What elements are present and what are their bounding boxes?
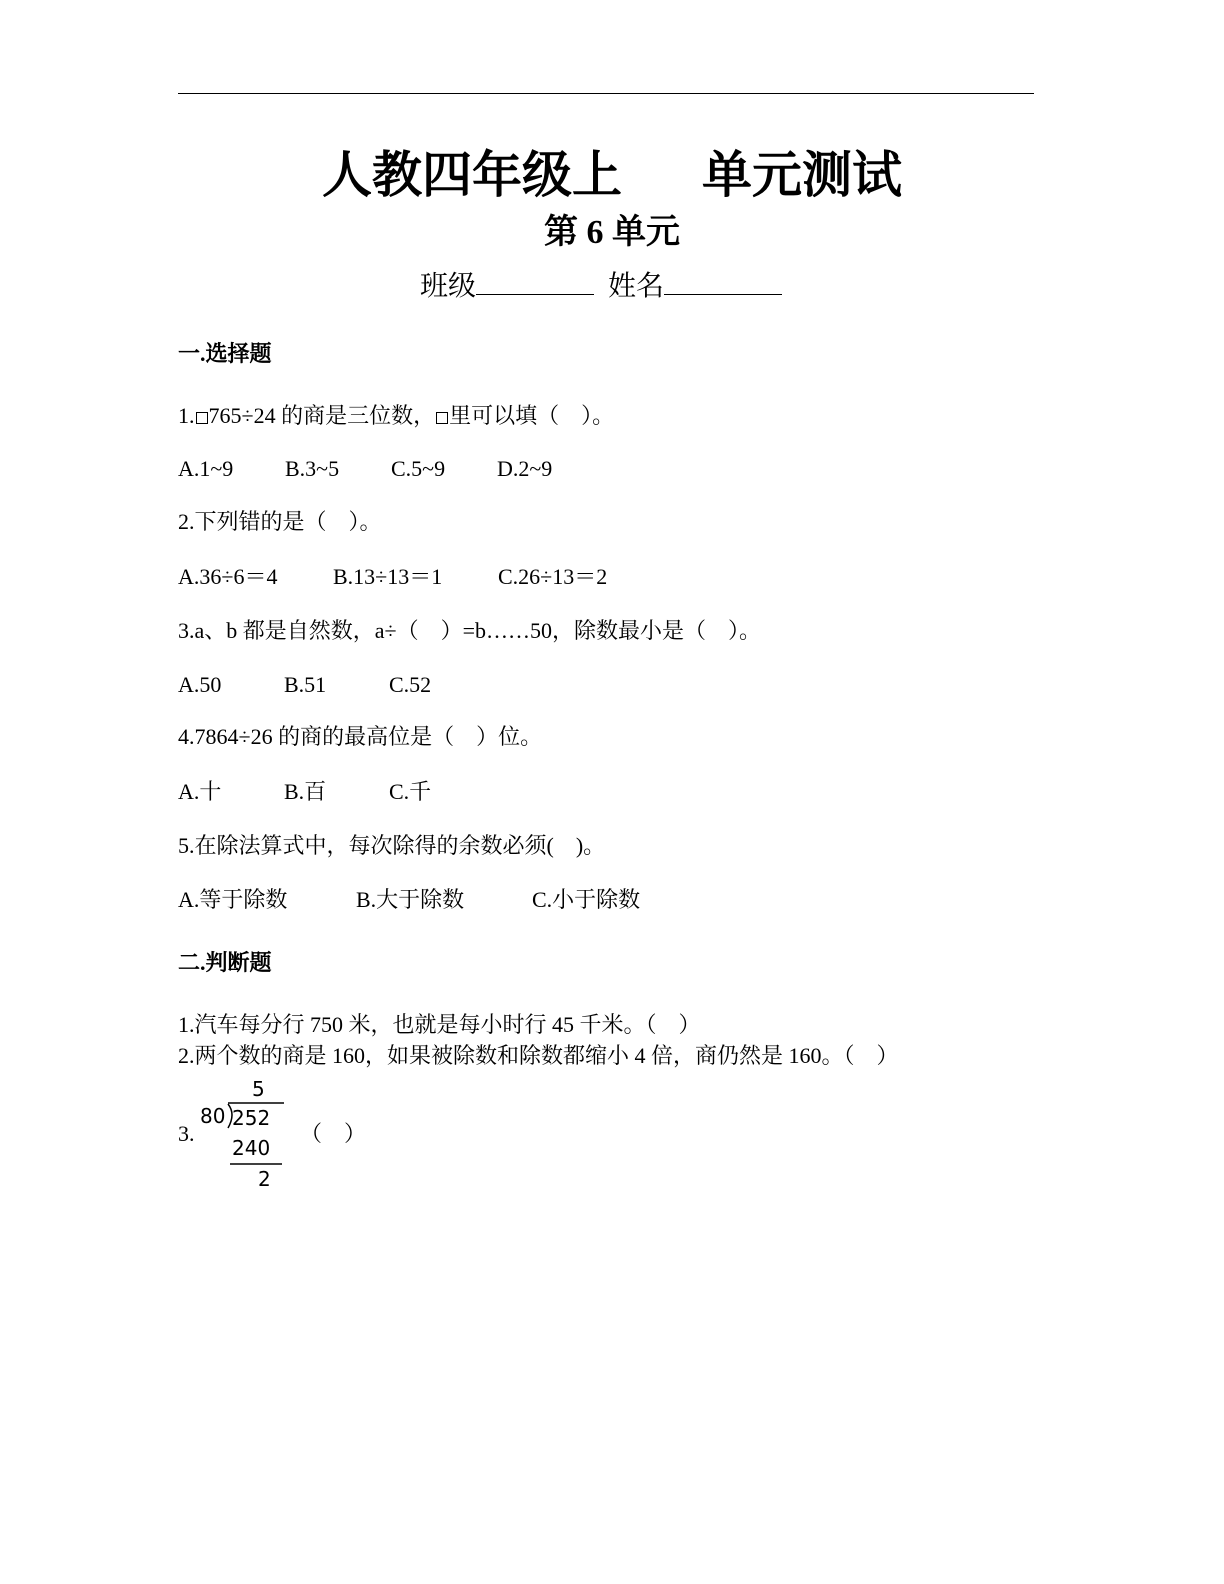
- unit-subtitle: 第 6 单元: [544, 214, 680, 251]
- choice-question-1: [178, 401, 614, 431]
- title-right: 单元测试: [702, 146, 902, 204]
- q1-number: 1.: [178, 403, 195, 428]
- option-c: C.小于除数: [532, 887, 641, 912]
- option-c: C.26÷13＝2: [498, 564, 608, 589]
- choice-question-5: 5.在除法算式中，每次除得的余数必须( )。: [178, 833, 606, 858]
- q3-number: 3.: [178, 1121, 195, 1146]
- option-b: B.3~5: [285, 456, 340, 481]
- title-left: 人教四年级上: [322, 146, 622, 204]
- option-a: A.等于除数: [178, 887, 288, 912]
- page-title: [0, 140, 1224, 210]
- long-division-diagram: [200, 1076, 290, 1191]
- q3-answer-paren: （ ）: [300, 1121, 367, 1146]
- choice-question-2: 2.下列错的是（ ）。: [178, 509, 382, 534]
- division-quotient: 5: [252, 1077, 265, 1101]
- option-a: A.50: [178, 672, 222, 697]
- division-remainder: 2: [258, 1167, 271, 1191]
- class-blank[interactable]: [476, 264, 594, 295]
- choice-question-4: 4.7864÷26 的商的最高位是（ ）位。: [178, 724, 543, 749]
- option-b: B.13÷13＝1: [333, 564, 443, 589]
- top-rule: [178, 93, 1034, 94]
- division-dividend: 252: [232, 1106, 271, 1130]
- option-a: A.36÷6＝4: [178, 564, 278, 589]
- option-c: C.千: [389, 779, 432, 804]
- name-label: 姓名: [608, 269, 665, 302]
- blank-box-icon: [436, 412, 448, 424]
- q1-text: 765÷24 的商是三位数，: [208, 403, 436, 428]
- choice-question-3: 3.a、b 都是自然数，a÷（ ）=b……50，除数最小是（ ）。: [178, 618, 762, 643]
- option-c: C.5~9: [391, 456, 446, 481]
- name-blank[interactable]: [664, 264, 782, 295]
- option-a: A.十: [178, 779, 222, 804]
- judgment-question-3: [178, 1076, 378, 1196]
- option-b: B.51: [284, 672, 327, 697]
- q1-text-end: 里可以填（ ）。: [449, 403, 615, 428]
- option-d: D.2~9: [497, 456, 553, 481]
- division-divisor: 80: [200, 1104, 226, 1128]
- class-name-line: [420, 264, 782, 306]
- option-b: B.百: [284, 779, 327, 804]
- section-heading-choice: 一.选择题: [178, 341, 272, 366]
- judgment-question-2: 2.两个数的商是 160，如果被除数和除数都缩小 4 倍，商仍然是 160。（ ）: [178, 1043, 899, 1068]
- section-heading-judgment: 二.判断题: [178, 950, 272, 975]
- judgment-question-1: 1.汽车每分行 750 米，也就是每小时行 45 千米。（ ）: [178, 1012, 701, 1037]
- class-label: 班级: [420, 269, 477, 302]
- blank-box-icon: [196, 412, 208, 424]
- division-product: 240: [232, 1136, 271, 1160]
- option-c: C.52: [389, 672, 432, 697]
- option-b: B.大于除数: [356, 887, 465, 912]
- option-a: A.1~9: [178, 456, 234, 481]
